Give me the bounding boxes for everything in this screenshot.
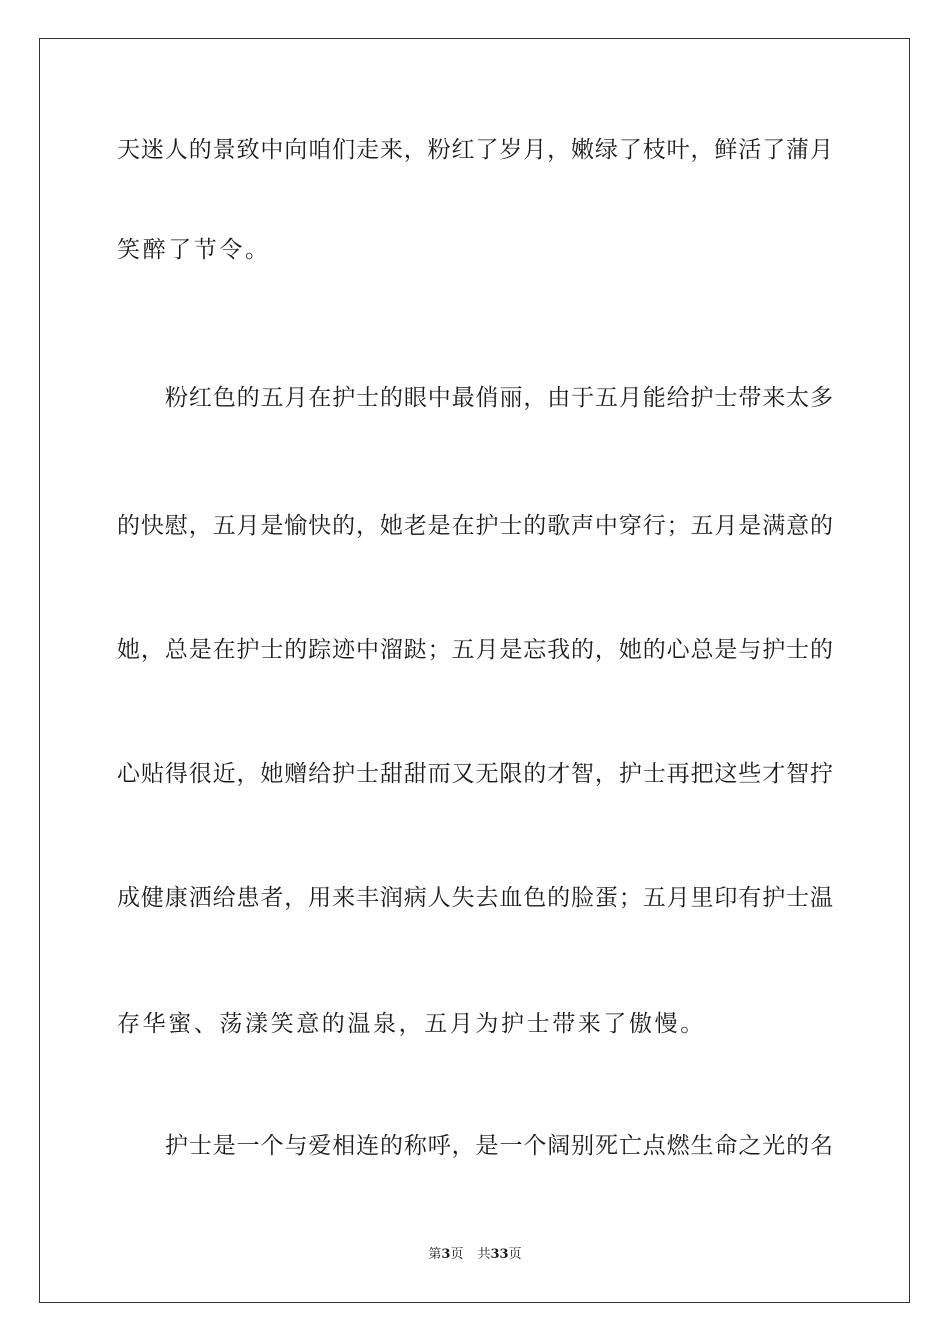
page-number: 3 — [441, 1247, 451, 1262]
page-prefix: 第 — [428, 1247, 442, 1262]
total-suffix: 页 — [508, 1247, 522, 1262]
text-line-6: 心贴得很近，她赠给护士甜甜而又无限的才智，护士再把这些才智拧 — [117, 761, 833, 787]
text-line-4: 的快慰，五月是愉快的，她老是在护士的歌声中穿行；五月是满意的 — [117, 513, 833, 539]
text-line-5: 她，总是在护士的踪迹中溜跶；五月是忘我的，她的心总是与护士的 — [117, 637, 833, 663]
paragraph-start-line-2: 护士是一个与爱相连的称呼，是一个阔别死亡点燃生命之光的名 — [165, 1133, 833, 1159]
page-border — [39, 38, 910, 1303]
text-line-1: 天迷人的景致中向咱们走来，粉红了岁月，嫩绿了枝叶，鲜活了蒲月 — [117, 137, 833, 163]
text-line-2: 笑醉了节令。 — [117, 237, 271, 263]
paragraph-start-line: 粉红色的五月在护士的眼中最俏丽，由于五月能给护士带来太多 — [165, 385, 833, 411]
page-footer — [0, 1246, 950, 1264]
total-pages: 33 — [490, 1247, 509, 1262]
page-suffix: 页 — [450, 1247, 464, 1262]
text-line-8: 存华蜜、荡漾笑意的温泉，五月为护士带来了傲慢。 — [117, 1011, 706, 1037]
total-prefix: 共 — [477, 1247, 491, 1262]
text-line-7: 成健康洒给患者，用来丰润病人失去血色的脸蛋；五月里印有护士温 — [117, 885, 833, 911]
